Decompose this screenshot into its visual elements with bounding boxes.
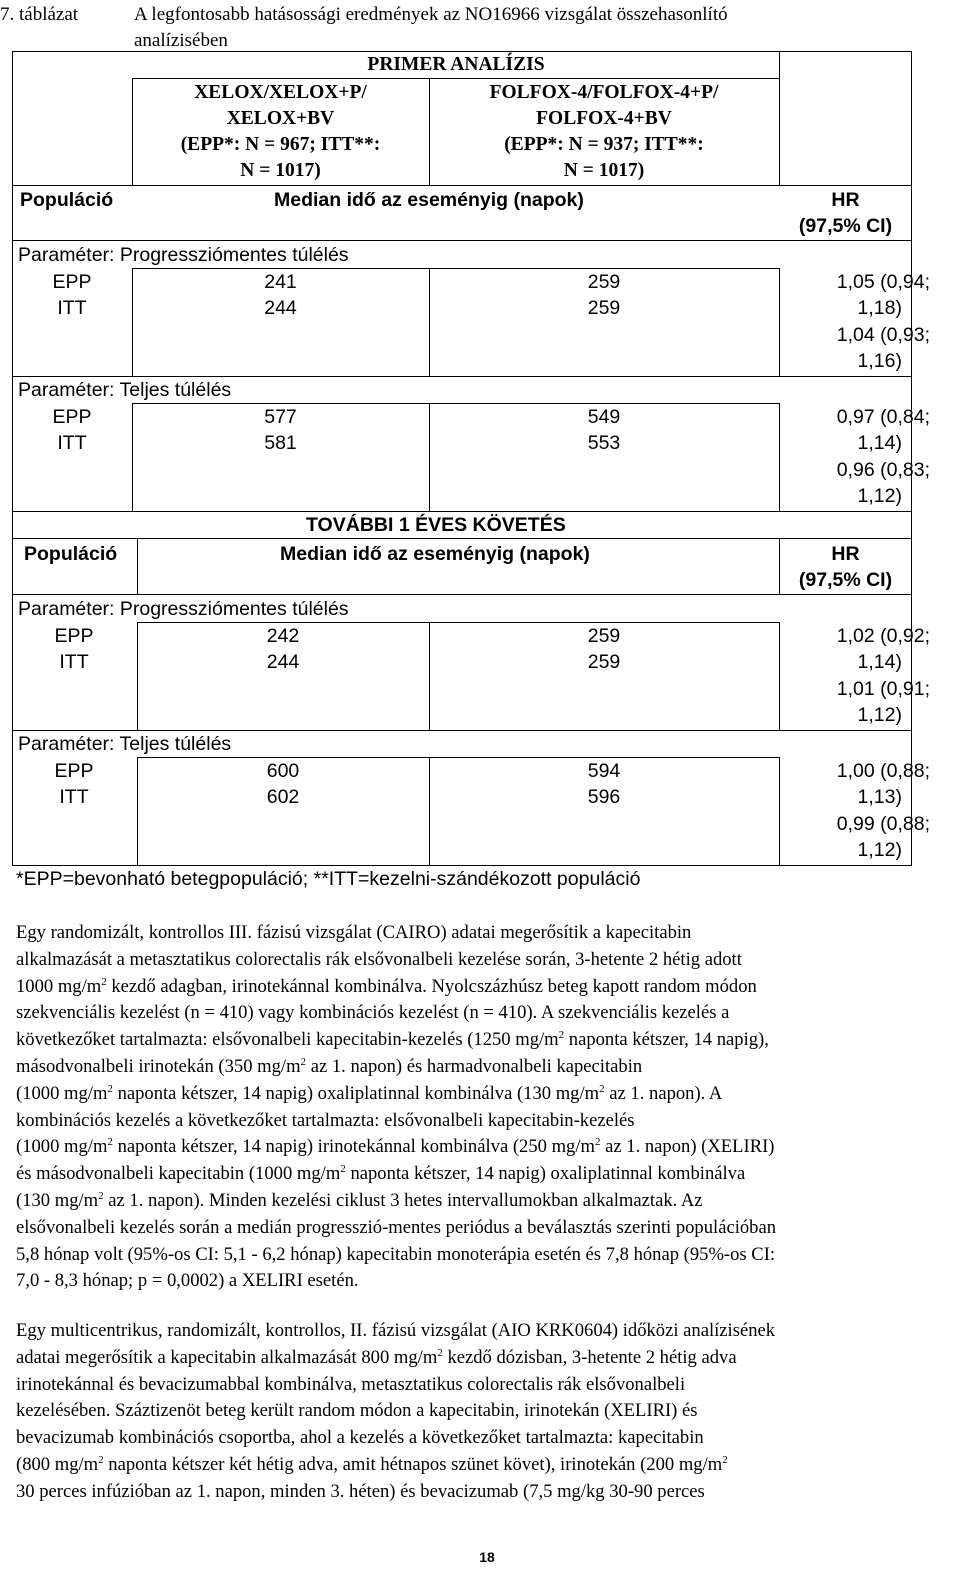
paragraph-line: következőket tartalmazta: elsővonalbeli kapecitabin-kezelés (1250 $mg/m^2$ naponta kétszer, 14 napig), [16,1029,769,1051]
pop-epp: EPP [54,760,94,782]
paragraph-line: kombinációs kezelés a következőket tartalmazta: elsővonalbeli kapecitabin-kezelés [16,1109,635,1131]
arm1-value: 242 [266,625,300,647]
paragraph-line: 5,8 hónap volt (95%-os CI: 5,1 - 6,2 hónap) kapecitabin monoterápia esetén és 7,8 hónap (95%-os CI: [16,1243,776,1265]
pop-itt: ITT [57,297,87,319]
paragraph-line: irinotekánnal és bevacizumabbal kombinálva, metasztatikus colorectalis rák elsővonalbeli [16,1373,686,1395]
paragraph-line: elsővonalbeli kezelés során a medián progresszió-mentes periódus a beválasztás szerinti populációban [16,1216,777,1238]
arm2-header-line2: FOLFOX-4+BV [536,108,672,129]
hr-value: 1,12) [857,704,902,726]
median-label-followup: Median idő az eseményig (napok) [280,543,590,565]
hr-value: 0,96 (0,83; [836,459,930,481]
arm1-value: 581 [264,432,297,454]
table-footnote: *EPP=bevonható betegpopuláció; **ITT=kezelni-szándékozott populáció [16,868,641,890]
arm1-header-line1: XELOX/XELOX+P/ [194,82,367,103]
arm1-value: 600 [266,760,300,782]
hr-value: 0,99 (0,88; [836,813,930,835]
arm1-header-line2: XELOX+BV [226,108,335,129]
arm2-header-line4: N = 1017) [563,160,645,181]
primary-analysis-header: PRIMER ANALÍZIS [367,54,545,75]
pop-itt: ITT [59,786,89,808]
arm1-value: 241 [264,271,297,293]
paragraph-line: szekvenciális kezelést (n = 410) vagy kombinációs kezelést (n = 410). A szekvenciális kezelés a [16,1002,730,1024]
arm2-value: 553 [587,432,621,454]
hr-value: 1,05 (0,94; [836,271,930,293]
hr-value: 1,14) [857,651,902,673]
param-label: Paraméter: Progressziómentes túlélés [18,598,349,620]
param-label: Paraméter: Progressziómentes túlélés [18,244,349,266]
followup-header: TOVÁBBI 1 ÉVES KÖVETÉS [306,514,566,536]
hr-value: 1,13) [857,786,902,808]
hr-value: 1,12) [857,839,902,861]
arm1-header-line4: N = 1017) [240,160,321,181]
arm2-value: 259 [587,297,621,319]
paragraph-line: 7,0 - 8,3 hónap; p = 0,0002) a XELIRI esetén. [16,1270,359,1292]
arm2-header-line1: FOLFOX-4/FOLFOX-4+P/ [489,82,719,103]
pop-itt: ITT [57,432,87,454]
arm2-value: 259 [587,625,621,647]
arm1-value: 577 [264,406,297,428]
paragraph-line: (130 $mg/m^2$ az 1. napon). Minden kezelési ciklust 3 hetes intervallumokban alkalmaztak. Az [16,1189,703,1211]
paragraph-line: bevacizumab kombinációs csoportba, ahol a kezelés a következőket tartalmazta: kapecitabin [16,1427,704,1449]
paragraph-line: (1000 $mg/m^2$ naponta kétszer, 14 napig) oxaliplatinnal kombinálva (130 $mg/m^2$ az 1. napon). A [16,1082,723,1104]
paragraph-line: 1000 $mg/m^2$ kezdő adagban, irinotekánnal kombinálva. Nyolcszázhúsz beteg kapott random módon [16,975,757,997]
hr-value: 1,14) [857,432,902,454]
paragraph-line: másodvonalbeli irinotekán (350 $mg/m^2$ az 1. napon) és harmadvonalbeli kapecitabin [16,1055,643,1077]
median-label: Median idő az eseményig (napok) [274,189,584,211]
hr-value: 1,01 (0,91; [836,678,930,700]
table-caption-number: 7. táblázat [0,4,79,25]
paragraph-line: Egy multicentrikus, randomizált, kontrollos, II. fázisú vizsgálat (AIO KRK0604) időközi analízisének [16,1320,776,1341]
paragraph-line: adatai megerősítik a kapecitabin alkalmazását 800 $mg/m^2$ kezdő dózisban, 3-hetente 2 hétig adva [16,1346,737,1368]
table-caption-title-line2: analízisében [134,30,228,51]
param-label: Paraméter: Teljes túlélés [18,733,232,755]
paragraph-line: (1000 $mg/m^2$ naponta kétszer, 14 napig) irinotekánnal kombinálva (250 $mg/m^2$ az 1. napon) (XELIRI) [16,1136,775,1158]
hr-label-line1: HR [831,189,860,211]
hr-value: 1,12) [857,485,902,507]
hr-label-followup-line1: HR [831,543,860,565]
arm2-value: 259 [587,271,621,293]
paragraph-aio-krk0604 [16,1318,960,1506]
hr-label-followup-line2: (97,5% CI) [798,569,893,591]
arm1-header-line3: (EPP*: N = 967; ITT**: [180,134,381,155]
arm1-value: 244 [266,651,300,673]
hr-value: 1,16) [857,350,902,372]
paragraph-line: és másodvonalbeli kapecitabin (1000 $mg/m^2$ naponta kétszer, 14 napig) oxaliplatinnal kombinálva [16,1163,746,1185]
hr-value: 1,02 (0,92; [836,625,930,647]
arm2-value: 259 [587,651,621,673]
arm1-value: 244 [264,297,297,319]
paragraph-line: 30 perces infúzióban az 1. napon, minden 3. héten) és bevacizumab (7,5 mg/kg 30-90 perces [16,1480,705,1502]
pop-epp: EPP [52,271,92,293]
paragraph-line: kezelésében. Száztizenöt beteg került random módon a kapecitabin, irinotekán (XELIRI) és [16,1400,698,1422]
hr-value: 1,18) [857,297,902,319]
hr-label-line2: (97,5% CI) [798,215,893,237]
pop-itt: ITT [59,651,89,673]
paragraph-cairo [16,920,960,1295]
hr-value: 0,97 (0,84; [836,406,930,428]
population-label-followup: Populáció [24,543,118,565]
param-label: Paraméter: Teljes túlélés [18,379,232,401]
pop-epp: EPP [52,406,92,428]
population-label: Populáció [20,189,114,211]
arm2-header-line3: (EPP*: N = 937; ITT**: [504,134,704,155]
arm2-value: 594 [587,760,621,782]
hr-value: 1,00 (0,88; [836,760,930,782]
arm2-value: 549 [587,406,621,428]
pop-epp: EPP [54,625,94,647]
paragraph-line: Egy randomizált, kontrollos III. fázisú vizsgálat (CAIRO) adatai megerősítik a kapecitabin [16,922,692,943]
hr-value: 1,04 (0,93; [836,324,930,346]
paragraph-line: (800 $mg/m^2$ naponta kétszer két hétig adva, amit hétnapos szünet követ), irinotekán (200 $mg/m^2$ [16,1453,728,1475]
table-caption-title-line1: A legfontosabb hatásossági eredmények az NO16966 vizsgálat összehasonlító [134,4,728,25]
page-number: 18 [479,1549,495,1565]
arm2-value: 596 [587,786,621,808]
arm1-value: 602 [266,786,300,808]
paragraph-line: alkalmazását a metasztatikus colorectalis rák elsővonalbeli kezelése során, 3-hetente 2 hétig adott [16,948,742,970]
